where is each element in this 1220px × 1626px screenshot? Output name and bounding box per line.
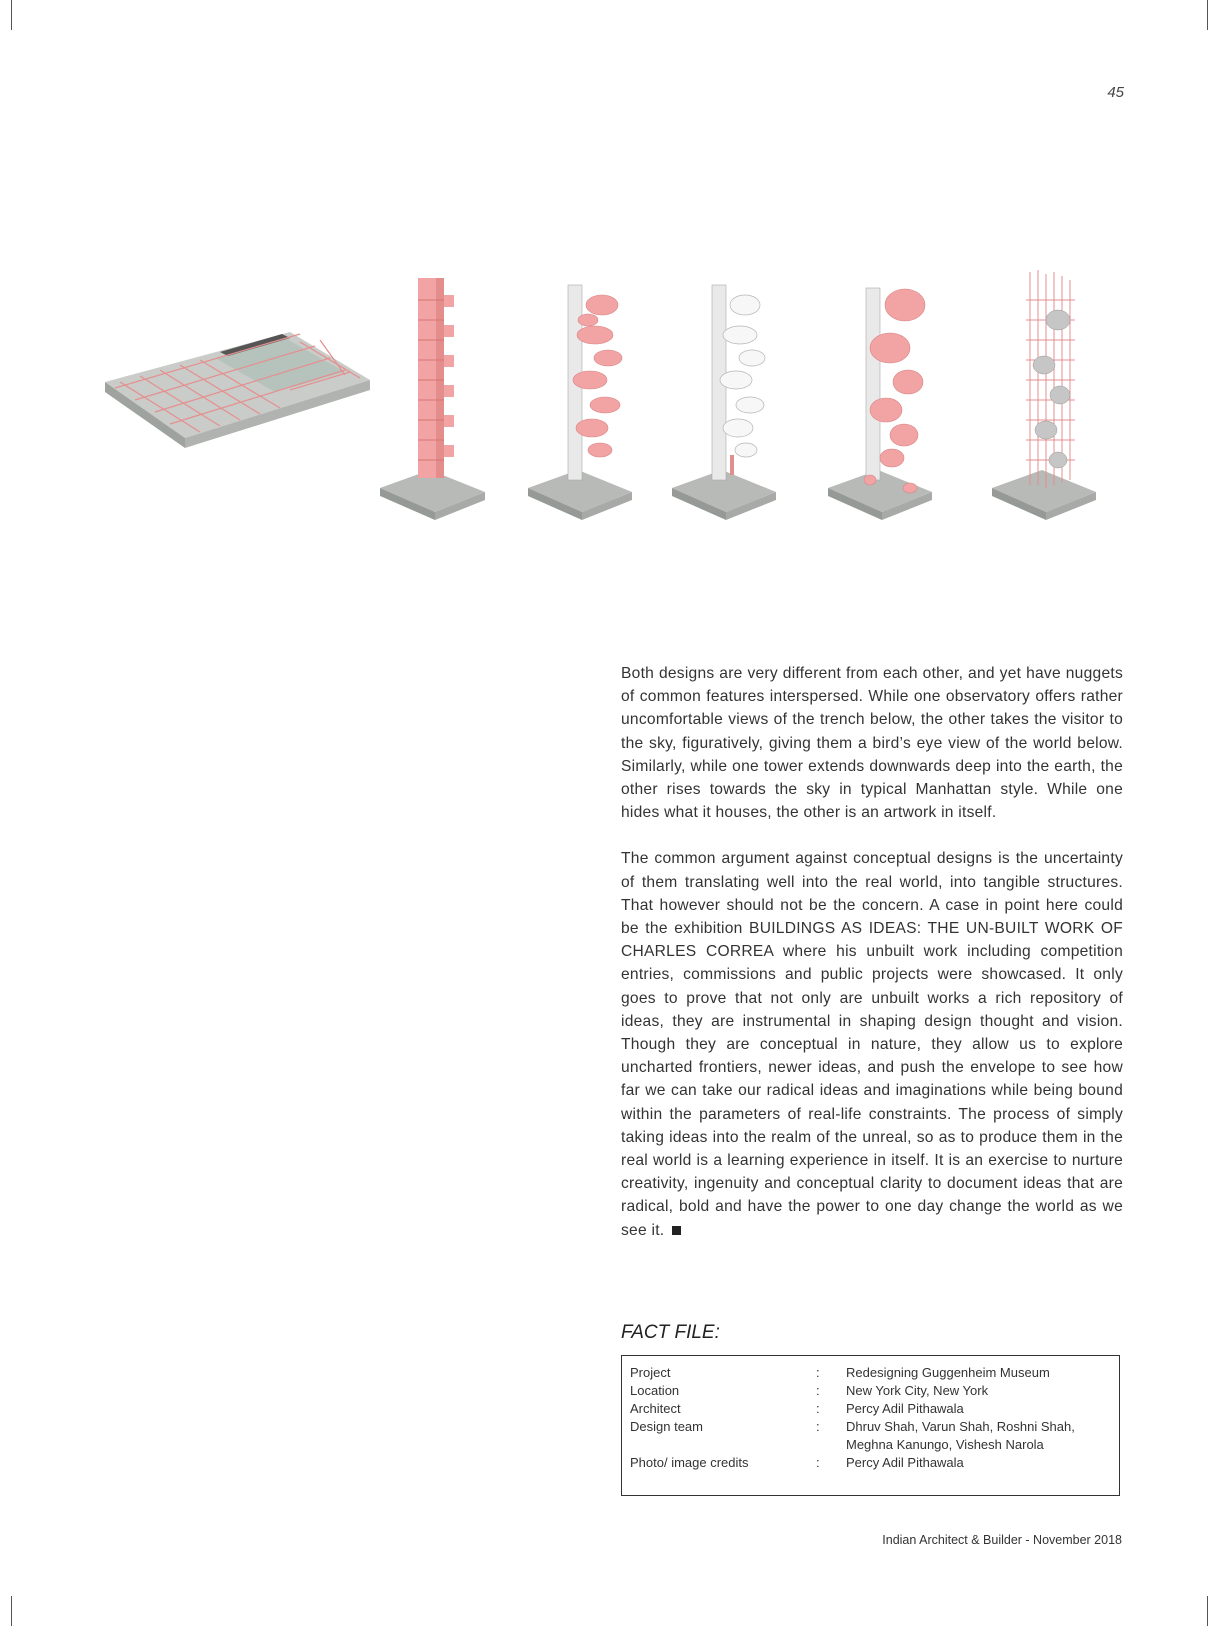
fact-row-photo-credits xyxy=(630,1454,1111,1472)
crop-mark-top-left xyxy=(11,0,12,30)
tower-design-diagrams xyxy=(100,270,1130,560)
footer-publication: Indian Architect & Builder - November 2018 xyxy=(882,1533,1122,1547)
fact-value: Redesigning Guggenheim Museum xyxy=(846,1365,1050,1380)
fact-file-title: FACT FILE: xyxy=(621,1322,720,1343)
crop-mark-bottom-right xyxy=(1207,1596,1208,1626)
tower-3-white-pods xyxy=(672,285,776,520)
fact-row-location xyxy=(630,1382,1111,1400)
fact-label: Project xyxy=(630,1365,671,1380)
fact-file-table xyxy=(621,1355,1120,1496)
fact-row-architect xyxy=(630,1400,1111,1418)
body-paragraph-1: Both designs are very different from each other, and yet have nuggets of common features interspersed. While one observatory offers rather uncomfortable views of the trench below, the other takes the visitor to the sky, figuratively, giving them a bird’s eye view of the world below. Similarly, while one tower extends downwards deep into the earth, the other rises towards the sky in typical Manhattan style. While one hides what it houses, the other is an artwork in itself. xyxy=(621,665,1123,822)
tower-5-grid-frame xyxy=(992,270,1096,520)
fact-value: New York City, New York xyxy=(846,1383,989,1398)
tower-4-pink-discs xyxy=(828,288,932,520)
fact-separator: : xyxy=(816,1365,820,1380)
crop-mark-top-right xyxy=(1207,0,1208,30)
fact-separator: : xyxy=(816,1419,820,1434)
tower-1-pink xyxy=(380,278,485,520)
trench-site-model xyxy=(105,332,370,448)
fact-row-design-team xyxy=(630,1418,1111,1454)
fact-label: Location xyxy=(630,1383,680,1398)
crop-mark-bottom-left xyxy=(11,1596,12,1626)
fact-row-project xyxy=(630,1364,1111,1382)
fact-separator: : xyxy=(816,1455,820,1470)
fact-value: Dhruv Shah, Varun Shah, Roshni Shah, Meghna Kanungo, Vishesh Narola xyxy=(846,1419,1075,1452)
fact-label: Architect xyxy=(630,1401,681,1416)
body-paragraph-2-text: The common argument against conceptual designs is the uncertainty of them translating well into the real world, into tangible structures. That however should not be the concern. A case in point here could be the exhibition BUILDINGS AS IDEAS: THE UN-BUILT WORK OF CHARLES CORREA where his unbuilt work including competition entries, commissions and public projects were showcased. It only goes to prove that not only are unbuilt works a rich repository of ideas, they are instrumental in shaping design thought and vision. Though they are conceptual in nature, they allow us to explore uncharted frontiers, newer ideas, and push the envelope to see how far we can take our radical ideas and imaginations while being bound within the parameters of real-life constraints. The process of simply taking ideas into the realm of the unreal, so as to produce them in the real world is a learning experience in itself. It is an exercise to nurture creativity, ingenuity and conceptual clarity to document ideas that are radical, bold and have the power to one day change the world as we see it. xyxy=(621,850,1123,1239)
fact-label: Photo/ image credits xyxy=(630,1455,749,1470)
page-number: 45 xyxy=(1107,84,1124,101)
fact-value: Percy Adil Pithawala xyxy=(846,1455,964,1470)
fact-separator: : xyxy=(816,1401,820,1416)
fact-label: Design team xyxy=(630,1419,703,1434)
article-body xyxy=(621,662,1123,1265)
fact-separator: : xyxy=(816,1383,820,1398)
body-paragraph-2 xyxy=(621,847,1123,1241)
fact-value: Percy Adil Pithawala xyxy=(846,1401,964,1416)
end-mark-icon xyxy=(672,1226,681,1235)
tower-2-pink-pods xyxy=(528,285,632,520)
